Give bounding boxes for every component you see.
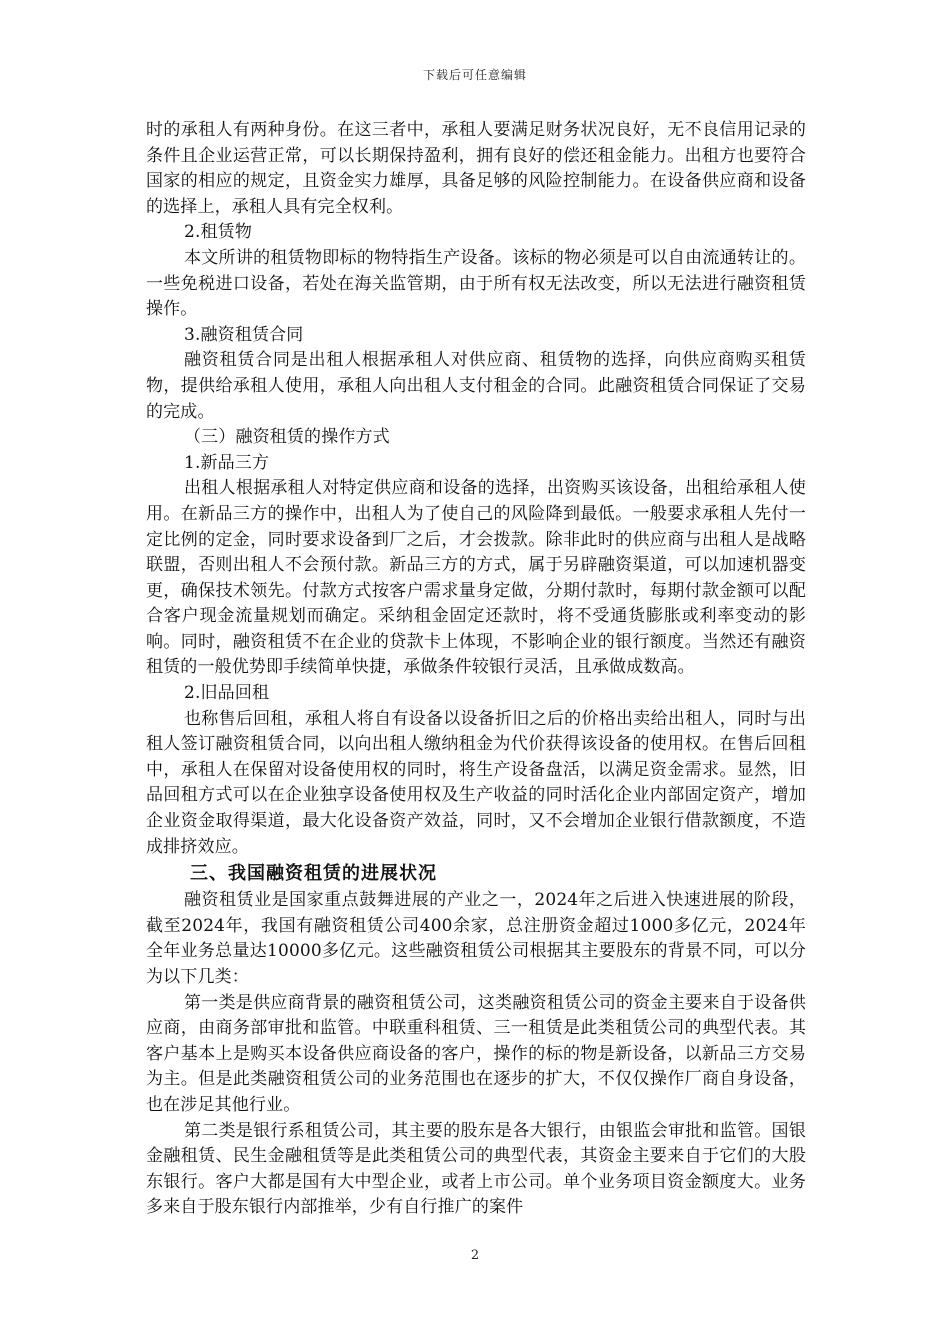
- section-label: 2.租赁物: [184, 222, 252, 243]
- paragraph: 时的承租人有两种身份。在这三者中，承租人要满足财务状况良好，无不良信用记录的条件且企业运营正常，可以长期保持盈利，拥有良好的偿还租金能力。出租方也要符合国家的相应的规定，且资金实力雄厚，具备足够的风险控制能力。在设备供应商和设备的选择上，承租人具有完全权利。: [146, 120, 806, 217]
- paragraph: 融资租赁业是国家重点鼓舞进展的产业之一，2024年之后进入快速进展的阶段，截至2024年，我国有融资租赁公司400余家，总注册资金超过1000多亿元，2024年全年业务总量达10000多亿元。这些融资租赁公司根据其主要股东的背景不同，可以分为以下几类：: [146, 890, 806, 987]
- section-label: 3.融资租赁合同: [184, 324, 304, 345]
- paragraph: 出租人根据承租人对特定供应商和设备的选择，出资购买该设备，出租给承租人使用。在新品三方的操作中，出租人为了使自己的风险降到最低。一般要求承租人先付一定比例的定金，同时要求设备到厂之后，才会拨款。除非此时的供应商与出租人是战略联盟，否则出租人不会预付款。新品三方的方式，属于另辟融资渠道，可以加速机器变更，确保技术领先。付款方式按客户需求量身定做，分期付款时，每期付款金额可以配合客户现金流量规划而确定。采纳租金固定还款时，将不受通货膨胀或利率变动的影响。同时，融资租赁不在企业的贷款卡上体现，不影响企业的银行额度。当然还有融资租赁的一般优势即手续简单快捷，承做条件较银行灵活，且承做成数高。: [146, 478, 806, 678]
- document-body: [146, 118, 806, 1221]
- subsection-heading: （三）融资租赁的操作方式: [184, 427, 390, 448]
- section-label: 1.新品三方: [184, 452, 270, 473]
- paragraph: 第一类是供应商背景的融资租赁公司，这类融资租赁公司的资金主要来自于设备供应商，由商务部审批和监管。中联重科租赁、三一租赁是此类租赁公司的典型代表。其客户基本上是购买本设备供应商设备的客户，操作的标的物是新设备，以新品三方交易为主。但是此类融资租赁公司的业务范围也在逐步的扩大，不仅仅操作厂商自身设备，也在涉足其他行业。: [146, 992, 806, 1115]
- section-label: 2.旧品回租: [184, 683, 270, 704]
- page-header: 下载后可任意编辑: [422, 68, 527, 82]
- paragraph: 也称售后回租，承租人将自有设备以设备折旧之后的价格出卖给出租人，同时与出租人签订融资租赁合同，以向出租人缴纳租金为代价获得该设备的使用权。在售后回租中，承租人在保留对设备使用权的同时，将生产设备盘活，以满足资金需求。显然，旧品回租方式可以在企业独享设备使用权及生产收益的同时活化企业内部固定资产，增加企业资金取得渠道，最大化设备资产效益，同时，又不会增加企业银行借款额度，不造成排挤效应。: [146, 708, 806, 857]
- page-number: 2: [470, 1248, 480, 1263]
- section-heading: 三、我国融资租赁的进展状况: [190, 863, 437, 885]
- paragraph: 第二类是银行系租赁公司，其主要的股东是各大银行，由银监会审批和监管。国银金融租赁、民生金融租赁等是此类租赁公司的典型代表，其资金主要来自于它们的大股东银行。客户大都是国有大中型企业，或者上市公司。单个业务项目资金额度大。业务多来自于股东银行内部推举，少有自行推广的案件: [146, 1120, 806, 1218]
- paragraph: 融资租赁合同是出租人根据承租人对供应商、租赁物的选择，向供应商购买租赁物，提供给承租人使用，承租人向出租人支付租金的合同。此融资租赁合同保证了交易的完成。: [146, 350, 806, 422]
- paragraph: 本文所讲的租赁物即标的物特指生产设备。该标的物必须是可以自由流通转让的。一些免税进口设备，若处在海关监管期，由于所有权无法改变，所以无法进行融资租赁操作。: [146, 247, 806, 320]
